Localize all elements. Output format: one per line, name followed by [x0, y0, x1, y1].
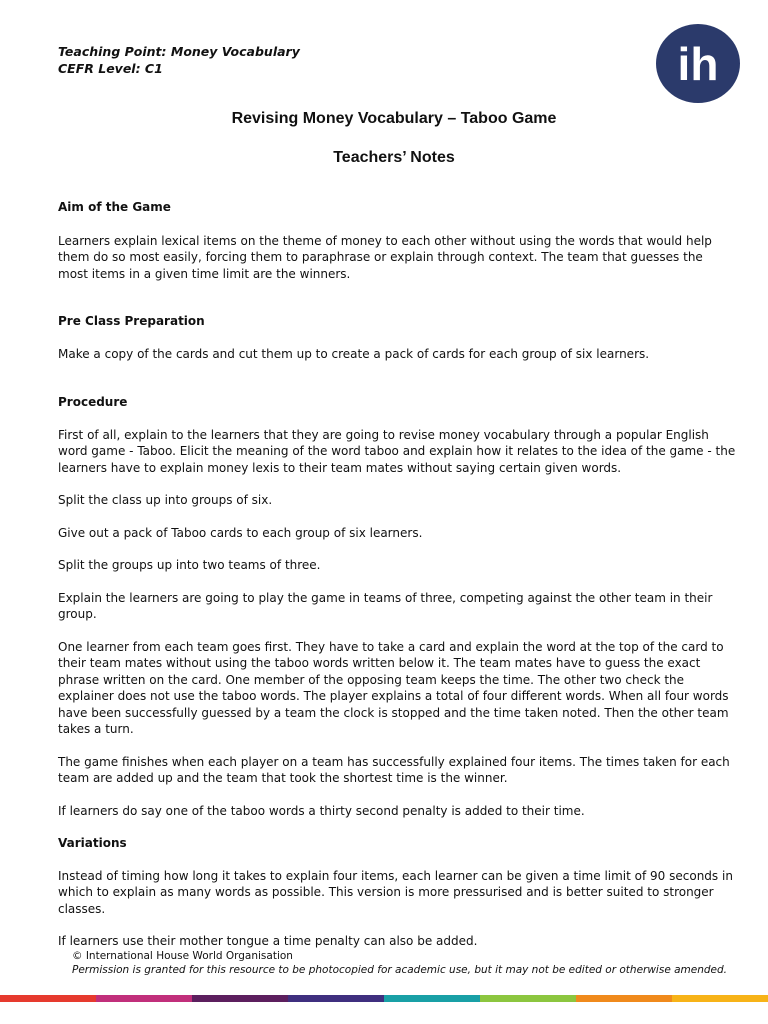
variations-heading: Variations: [58, 836, 127, 850]
aim-text: Learners explain lexical items on the theme of money to each other without using the words that would help them do so most easily, forcing them to paraphrase or explain through context. The team that guesses the most items in a given time limit are the winners.: [58, 233, 712, 281]
aim-heading: Aim of the Game: [58, 200, 171, 214]
procedure-paragraph: Give out a pack of Taboo cards to each group of six learners.: [58, 525, 423, 540]
ih-logo: [656, 24, 740, 103]
prep-text: Make a copy of the cards and cut them up to create a pack of cards for each group of six learners.: [58, 346, 650, 361]
procedure-paragraph: If learners do say one of the taboo words a thirty second penalty is added to their time.: [58, 803, 585, 818]
stripe-segment: [576, 995, 672, 1002]
procedure-paragraph: Split the class up into groups of six.: [58, 493, 273, 507]
procedure-paragraph: First of all, explain to the learners that they are going to revise money vocabulary through a popular English word game - Taboo. Elicit the meaning of the word taboo and explain how it relates to the idea of the game - the learners have to explain money lexis to their team mates without saying certain given words.: [58, 427, 736, 475]
stripe-segment: [0, 995, 96, 1002]
page-subtitle: Teachers’ Notes: [333, 149, 455, 166]
procedure-paragraph: One learner from each team goes first. They have to take a card and explain the word at the top of the card to their team mates without using the taboo words written below it. The team mates have to guess the exact phrase written on the card. One member of the opposing team keeps the time. The other two check the explainer does not use the taboo words. The player explains a total of four different words. When all four words have been successfully guessed by a team the clock is stopped and the time taken noted. Then the other team takes a turn.: [58, 639, 729, 736]
stripe-segment: [288, 995, 384, 1002]
permission-notice: Permission is granted for this resource to be photocopied for academic use, but it may not be edited or otherwise amended.: [72, 964, 728, 976]
page-footer: [72, 949, 727, 977]
color-stripe: [0, 995, 768, 1002]
stripe-segment: [480, 995, 576, 1002]
teaching-point: Teaching Point: Money Vocabulary: [58, 44, 300, 59]
stripe-segment: [96, 995, 192, 1002]
variations-paragraph: If learners use their mother tongue a time penalty can also be added.: [58, 934, 478, 948]
logo-text: ih: [677, 38, 719, 90]
prep-heading: Pre Class Preparation: [58, 314, 205, 328]
stripe-segment: [384, 995, 480, 1002]
page-title: Revising Money Vocabulary – Taboo Game: [231, 110, 557, 127]
procedure-paragraph: The game finishes when each player on a team has successfully explained four items. The times taken for each team are added up and the team that took the shortest time is the winner.: [58, 754, 730, 785]
main-content: [58, 199, 736, 950]
stripe-segment: [672, 995, 768, 1002]
stripe-segment: [192, 995, 288, 1002]
variations-paragraph: Instead of timing how long it takes to explain four items, each learner can be given a time limit of 90 seconds in which to explain as many words as possible. This version is more pressurised and is better suited to stronger classes.: [58, 868, 733, 916]
cefr-level: CEFR Level: C1: [58, 60, 163, 76]
document-meta: [58, 44, 300, 77]
procedure-paragraph: Split the groups up into two teams of three.: [58, 558, 321, 572]
procedure-paragraph: Explain the learners are going to play the game in teams of three, competing against the other team in their group.: [58, 590, 713, 621]
copyright-notice: © International House World Organisation: [72, 950, 293, 962]
procedure-heading: Procedure: [58, 395, 128, 409]
